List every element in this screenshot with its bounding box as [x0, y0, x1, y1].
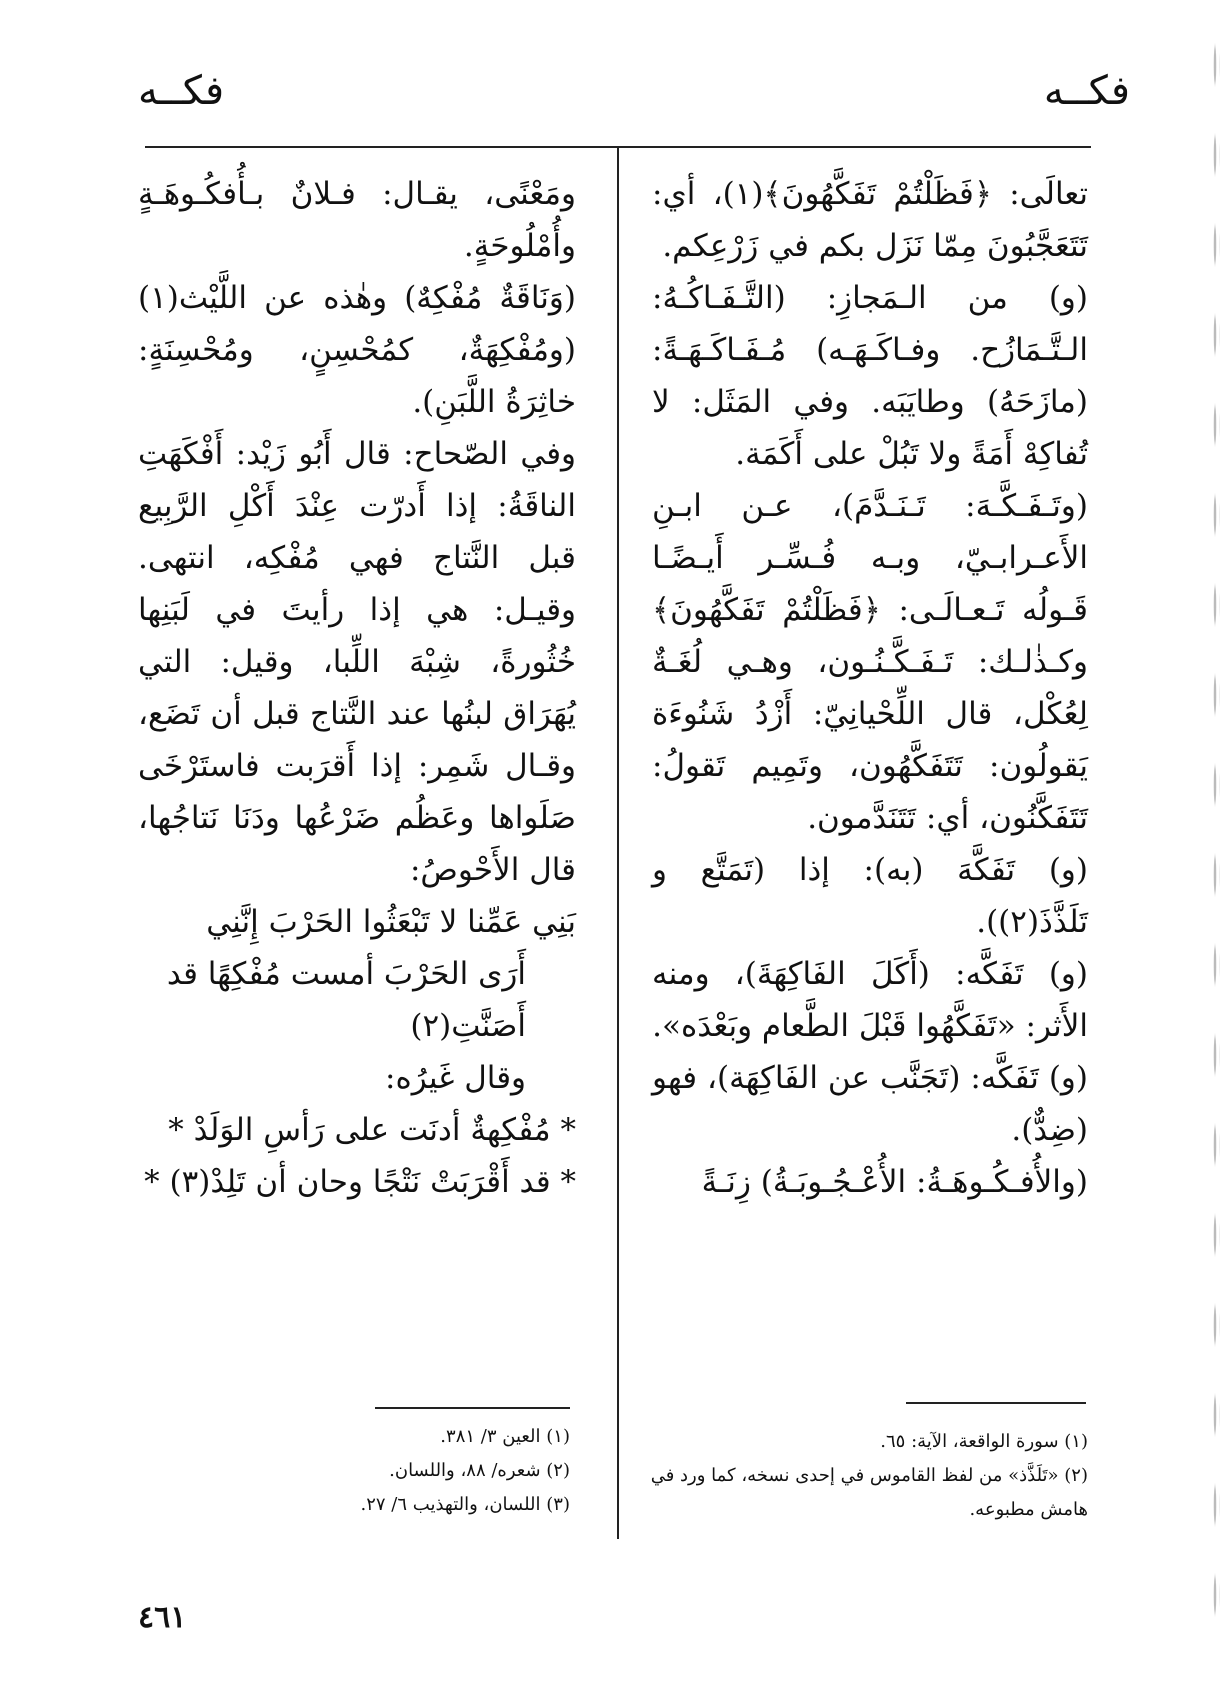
paragraph: (وتَـفَـكَّـهَ: تَـنَـدَّمَ)، عـن ابـنِ الأَعـرابـيّ، وبـه فُـسِّـر أَيـضًـا قَـولُه تَـعـالَـى: ﴿فَظَلْتُمْ تَفَكَّهُونَ﴾ وكـذٰلـك: تَـفَـكَّـنُـون، وهـي لُغَـةٌ لِعُكْل، قال اللِّحْيانِيّ: أَزْدُ شَنُوءَة يَقولُون: تَتَفَكَّهُون، وتَمِيم تَقولُ: تَتَفَكَّنُون، أي: تَتَنَدَّمون.	[652, 488, 1088, 836]
paragraph: (و) تَفَكَّهَ (به): إذا (تَمَتَّع و تَلَذَّذَ(٢)).	[652, 852, 1088, 940]
verse-line: * مُفْكِهةٌ أدنَت على رَأسِ الوَلَدْ *	[168, 1112, 576, 1148]
verse-intro: وقال غَيرُه:	[385, 1060, 526, 1096]
page-number: ٤٦١	[138, 1600, 187, 1635]
footnote-rule-left	[375, 1407, 570, 1409]
scan-edge-marks	[1212, 20, 1220, 1660]
footnote: (٢) شعره/ ٨٨، واللسان.	[389, 1460, 570, 1481]
column-divider	[617, 147, 619, 1539]
footnote-rule-right	[906, 1402, 1086, 1404]
footnotes-left	[330, 1420, 570, 1522]
paragraph: (و) من الـمَجازِ: (التَّـفَـاكُـهُ: الـتَّـمَازُح. وفـاكَـهَـه) مُـفَـاكَـهَـةً: (مازَحَهُ) وطايَبَه. وفي المَثَل: لا تُفاكِهْ أَمَةً ولا تَبُلْ على أَكَمَة.	[652, 280, 1088, 472]
right-column	[652, 168, 1088, 1208]
paragraph: تعالَى: ﴿فَظَلْتُمْ تَفَكَّهُونَ﴾(١)، أي: تَتَعَجَّبُونَ مِمّا نَزَل بكم في زَرْعِكم.	[652, 176, 1088, 264]
footnote: (١) سورة الواقعة، الآية: ٦٥.	[880, 1431, 1088, 1452]
verse-line: * قد أَقْرَبَتْ نَتْجًا وحان أن تَلِدْ(٣) *	[144, 1164, 576, 1200]
left-column	[138, 168, 576, 1208]
footnote: (٣) اللسان، والتهذيب ٦/ ٢٧.	[360, 1494, 570, 1515]
footnote: (١) العين ٣/ ٣٨١.	[440, 1426, 570, 1447]
verse-line: أَرَى الحَرْبَ أمست مُفْكِهًا قد أَصَنَّتِ(٢)	[166, 956, 526, 1044]
running-header-left: فكــه	[138, 68, 225, 114]
paragraph: ومَعْنًى، يقـال: فـلانٌ بـأُفكُـوهَـةٍ وأُمْلُوحَةٍ.	[138, 176, 576, 264]
running-header-right: فكــه	[1043, 68, 1130, 114]
paragraph: (و) تَفَكَّه: (أَكَلَ الفَاكِهَةَ)، ومنه الأَثر: «تَفَكَّهُوا قَبْلَ الطَّعام وبَعْدَه».	[652, 956, 1088, 1044]
footnote: (٢) «تَلَذَّذ» من لفظ القاموس في إحدى نسخه، كما ورد في هامش مطبوعه.	[650, 1465, 1088, 1520]
paragraph: (والأُفـكُـوهَـةُ: الأُعْـجُـوبَـةُ) زِنَـةً	[701, 1164, 1088, 1200]
paragraph: وفي الصّحاح: قال أَبُو زَيْد: أَفْكَهَتِ الناقَةُ: إذا أَدرّت عِنْدَ أَكْلِ الرَّبِيع قبل النَّتاج فهي مُفْكِه، انتهى. وقيـل: هي إذا رأيتَ في لَبَنِها خُثُورةً، شِبْهَ اللِّبا، وقيل: التي يُهَرَاق لبنُها عند النَّتاج قبل أن تَضَع، وقـال شَمِر: إذا أَقرَبت فاستَرْخَى صَلَواها وعَظُم ضَرْعُها ودَنَا نَتاجُها، قال الأَحْوصُ:	[138, 436, 576, 888]
paragraph: (و) تَفَكَّه: (تَجَنَّب عن الفَاكِهَة)، فهو (ضِدٌّ).	[652, 1060, 1088, 1148]
footnotes-right	[640, 1425, 1088, 1527]
verse-line: بَنِي عَمِّنا لا تَبْعَثُوا الحَرْبَ إِنَّنِي	[206, 904, 576, 940]
paragraph: (وَنَاقَةٌ مُفْكِهٌ) وهٰذه عن اللَّيْث(١) (ومُفْكِهَةٌ، كمُحْسِنٍ، ومُحْسِنَةٍ: خاثِرَةُ اللَّبَنِ).	[138, 280, 576, 420]
